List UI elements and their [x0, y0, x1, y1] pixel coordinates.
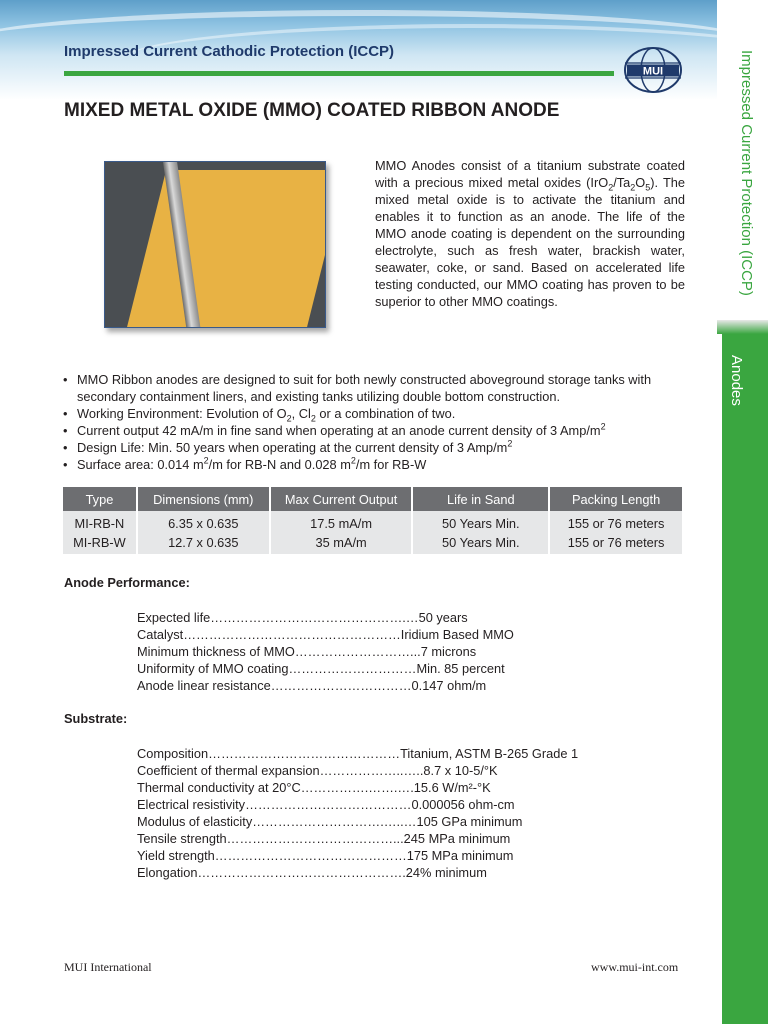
footer-company: MUI International — [64, 960, 152, 974]
list-item-text: /m for RB-W — [355, 457, 427, 472]
property-label: Thermal conductivity at 20°C — [137, 780, 301, 795]
property-label: Minimum thickness of MMO — [137, 644, 295, 659]
table-cell: 50 Years Min. — [412, 511, 549, 533]
property-value: Iridium Based MMO — [400, 627, 514, 642]
list-item-sup: 2 — [350, 455, 356, 466]
performance-list — [137, 609, 697, 694]
property-leader: …………….…….…. — [300, 780, 414, 795]
property-row — [137, 847, 697, 864]
intro-text: MMO Anodes consist of a titanium substrate coated with a precious mixed metal oxides (IrO — [375, 158, 685, 190]
intro-text: /Ta — [613, 175, 631, 190]
substrate-list — [137, 745, 697, 881]
property-leader: …………………………………………. — [197, 865, 406, 880]
property-value: 7 microns — [420, 644, 477, 659]
property-label: Catalyst — [137, 627, 184, 642]
property-leader: …………………………………... — [226, 831, 404, 846]
property-label: Composition — [137, 746, 209, 761]
column-header: Packing Length — [549, 487, 683, 511]
table-row — [63, 533, 683, 554]
intro-paragraph — [375, 157, 685, 310]
sidebar-tab-shadow — [717, 320, 768, 334]
spec-table — [63, 487, 684, 554]
property-row — [137, 779, 697, 796]
property-row — [137, 745, 697, 762]
property-leader: ……………………………………… — [214, 848, 407, 863]
property-row — [137, 830, 697, 847]
feature-list — [63, 371, 703, 473]
property-row — [137, 609, 697, 626]
property-value: Min. 85 percent — [416, 661, 505, 676]
property-value: 24% minimum — [405, 865, 487, 880]
sidebar-category: Impressed Current Protection (ICCP) — [738, 50, 755, 296]
list-item-text: Working Environment: Evolution of O — [77, 406, 287, 421]
property-value: 0.147 ohm/m — [411, 678, 487, 693]
property-value: 8.7 x 10-5/°K — [423, 763, 498, 778]
intro-sub: 2 — [608, 182, 614, 193]
property-label: Anode linear resistance — [137, 678, 271, 693]
performance-heading: Anode Performance: — [64, 575, 190, 590]
table-cell: 35 mA/m — [270, 533, 413, 554]
list-item-sup: 2 — [507, 438, 513, 449]
footer-website-link[interactable]: www.mui-int.com — [591, 960, 679, 974]
property-value: Titanium, ASTM B-265 Grade 1 — [400, 746, 579, 761]
property-label: Coefficient of thermal expansion — [137, 763, 320, 778]
property-label: Tensile strength — [137, 831, 227, 846]
list-item — [63, 405, 703, 422]
mui-logo — [622, 45, 684, 95]
intro-sub: 5 — [645, 182, 651, 193]
property-label: Uniformity of MMO coating — [137, 661, 289, 676]
column-header: Type — [63, 487, 137, 511]
list-item-sub: 2 — [310, 413, 316, 424]
property-row — [137, 762, 697, 779]
list-item — [63, 371, 703, 405]
property-label: Expected life — [137, 610, 211, 625]
table-header-row — [63, 487, 683, 511]
list-item-text: Design Life: Min. 50 years when operating at the current density of 3 Amp/m — [77, 440, 508, 455]
property-row — [137, 813, 697, 830]
table-row — [63, 511, 683, 533]
property-leader: ………………………………… — [245, 797, 412, 812]
property-value: 245 MPa minimum — [403, 831, 511, 846]
property-row — [137, 796, 697, 813]
list-item-text: or a combination of two. — [315, 406, 456, 421]
property-label: Yield strength — [137, 848, 215, 863]
property-row — [137, 643, 697, 660]
property-value: 105 GPa minimum — [416, 814, 523, 829]
intro-text: O — [635, 175, 646, 190]
property-leader: ……………………………………… — [208, 746, 401, 761]
table-cell: 6.35 x 0.635 — [137, 511, 270, 533]
property-row — [137, 864, 697, 881]
property-leader: …………………………………………… — [183, 627, 401, 642]
substrate-heading: Substrate: — [64, 711, 128, 726]
property-value: 0.000056 ohm-cm — [411, 797, 515, 812]
property-value: 50 years — [418, 610, 468, 625]
table-cell: 12.7 x 0.635 — [137, 533, 270, 554]
table-cell: MI-RB-N — [63, 511, 137, 533]
list-item — [63, 456, 703, 473]
property-leader: ………………..….. — [319, 763, 424, 778]
list-item-text: , Cl — [291, 406, 311, 421]
property-row — [137, 677, 697, 694]
page-title: MIXED METAL OXIDE (MMO) COATED RIBBON ANODE — [64, 100, 560, 121]
column-header: Max Current Output — [270, 487, 413, 511]
list-item-text: MMO Ribbon anodes are designed to suit for both newly constructed aboveground storage tanks with secondary containment liners, and existing tanks utilizing double bottom construction. — [77, 372, 652, 404]
property-value: 175 MPa minimum — [406, 848, 514, 863]
list-item-text: Current output 42 mA/m in fine sand when operating at an anode current density of 3 Amp/m — [77, 423, 601, 438]
table-cell: 155 or 76 meters — [549, 533, 683, 554]
intro-sub: 2 — [630, 182, 636, 193]
list-item — [63, 422, 703, 439]
property-label: Electrical resistivity — [137, 797, 246, 812]
logo-text: MUI — [642, 65, 664, 78]
photo-backing-paper — [124, 170, 326, 328]
property-label: Modulus of elasticity — [137, 814, 253, 829]
list-item-sub: 2 — [286, 413, 292, 424]
property-leader: ………………………….…..… — [252, 814, 417, 829]
property-row — [137, 660, 697, 677]
list-item — [63, 439, 703, 456]
table-cell: MI-RB-W — [63, 533, 137, 554]
product-photo — [104, 161, 326, 328]
table-cell: 155 or 76 meters — [549, 511, 683, 533]
sidebar-subcategory: Anodes — [728, 355, 745, 406]
property-leader: ………………………... — [294, 644, 421, 659]
property-value: 15.6 W/m²-°K — [413, 780, 491, 795]
table-cell: 17.5 mA/m — [270, 511, 413, 533]
list-item-text: Surface area: 0.014 m — [77, 457, 204, 472]
property-leader: ………………………… — [288, 661, 417, 676]
table-cell: 50 Years Min. — [412, 533, 549, 554]
column-header: Dimensions (mm) — [137, 487, 270, 511]
property-leader: ……………………………………….… — [210, 610, 419, 625]
property-leader: …………………………… — [270, 678, 412, 693]
list-item-text: /m for RB-N and 0.028 m — [208, 457, 351, 472]
column-header: Life in Sand — [412, 487, 549, 511]
property-label: Elongation — [137, 865, 198, 880]
list-item-sup: 2 — [203, 455, 209, 466]
section-title: Impressed Current Cathodic Protection (ICCP) — [64, 43, 395, 60]
intro-text: ). The mixed metal oxide is to activate the titanium and enables it to function as an anode. The life of the MMO anode coating is dependent on the surrounding electrolyte, such as fresh water, brackish water, seawater, coke, or sand. Based on accelerated life testing conducted, our MMO coating has proven to be superior to other MMO coatings. — [375, 175, 685, 309]
header-rule — [64, 71, 614, 76]
property-row — [137, 626, 697, 643]
list-item-sup: 2 — [600, 421, 606, 432]
